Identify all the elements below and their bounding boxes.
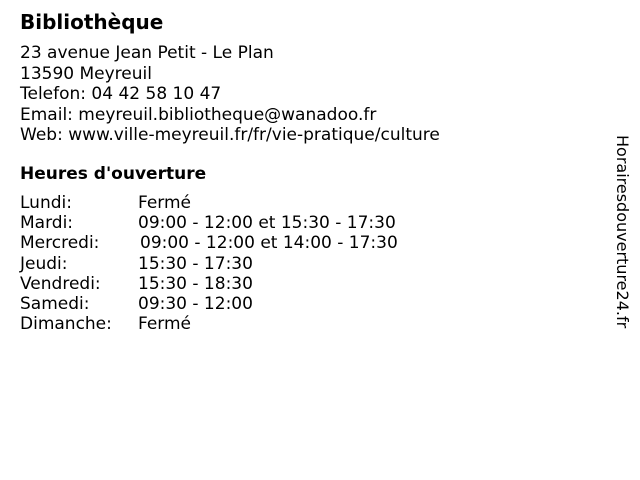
day-label: Mercredi: (20, 233, 100, 254)
day-label: Vendredi: (20, 273, 101, 294)
day-hours: 09:00 - 12:00 et 14:00 - 17:30 (140, 233, 398, 254)
day-label: Samedi: (20, 293, 90, 314)
day-label: Lundi: (20, 193, 72, 213)
day-hours: 15:30 - 18:30 (138, 273, 253, 294)
contact-block (20, 43, 440, 146)
hours-heading: Heures d'ouverture (20, 164, 207, 184)
phone-line: Telefon: 04 42 58 10 47 (20, 84, 222, 104)
day-label: Mardi: (20, 213, 74, 234)
day-hours: 09:00 - 12:00 et 15:30 - 17:30 (138, 213, 396, 234)
city-line: 13590 Meyreuil (20, 63, 152, 84)
site-watermark: Horairesdouverture24.fr (613, 135, 632, 329)
day-hours: 09:30 - 12:00 (138, 293, 253, 314)
day-label: Jeudi: (20, 253, 68, 274)
email-line: Email: meyreuil.bibliotheque@wanadoo.fr (20, 104, 377, 125)
page-title: Bibliothèque (20, 10, 164, 34)
address-line: 23 avenue Jean Petit - Le Plan (20, 43, 274, 63)
web-line: Web: www.ville-meyreuil.fr/fr/vie-pratique/culture (20, 125, 440, 145)
day-hours: Fermé (138, 314, 192, 335)
day-label: Dimanche: (20, 314, 112, 335)
day-hours: 15:30 - 17:30 (138, 253, 253, 274)
day-hours: Fermé (138, 193, 192, 213)
